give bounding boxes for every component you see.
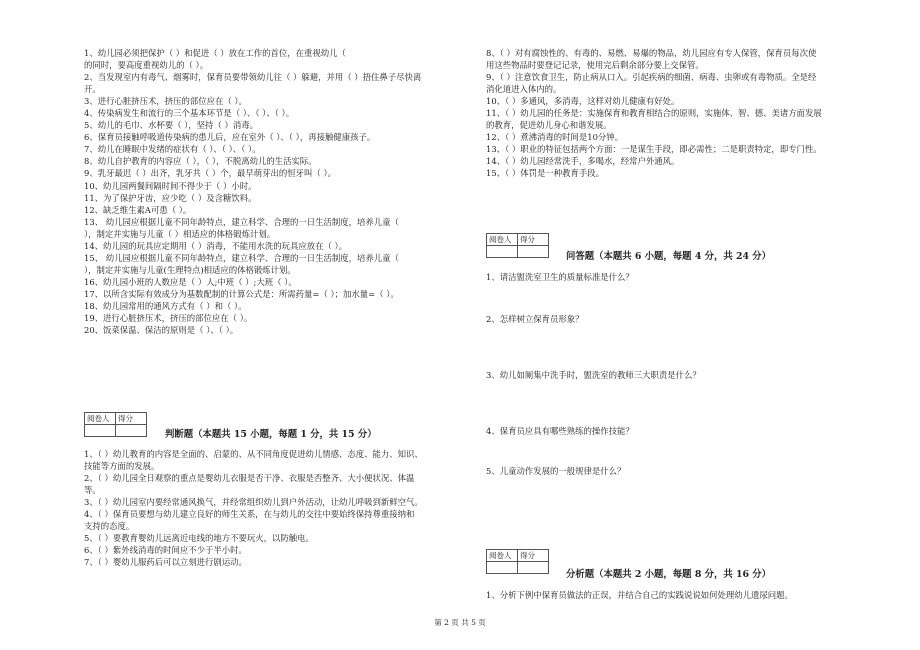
judge-line: 技能等方面的发展。 (84, 461, 160, 472)
reviewer-label: 阅卷人 (85, 413, 116, 425)
fill-blank-line: 9、乳牙最迟（ ）出齐，乳牙共（ ）个，最早萌芽出的恒牙叫（ ）。 (84, 168, 336, 179)
fill-blank-line: ），制定并实施与儿童（ ）相适应的体格锻炼计划。 (84, 228, 276, 239)
judge-line: 7、（ ）婴幼儿服药后可以立刻进行剧运动。 (84, 557, 247, 568)
reviewer-label: 阅卷人 (487, 550, 518, 562)
judge-line: 的教育，促进幼儿身心和谐发展。 (486, 120, 612, 131)
judge-line: 10、（ ）多通风，多消毒，这样对幼儿健康有好处。 (486, 96, 680, 107)
reviewer-cell (487, 562, 518, 574)
judge-section (84, 448, 446, 568)
fill-blank-line: 4、传染病发生和流行的三个基本环节是（ ）、（ ）、（ ）。 (84, 108, 295, 119)
judge-section-title: 判断题（本题共 15 小题，每题 1 分，共 15 分） (165, 429, 377, 440)
qa-question: 1、请洁盥洗室卫生的质量标准是什么？ (486, 272, 634, 282)
score-label: 得分 (116, 413, 147, 425)
qa-question: 4、保育员应具有哪些熟练的操作技能？ (486, 426, 634, 436)
analysis-section-title: 分析题（本题共 2 小题，每题 8 分，共 16 分） (566, 569, 772, 580)
analysis-score-box (486, 549, 549, 574)
fill-blank-line: 5、幼儿的毛巾、水杯要（ ），坚持（ ）消毒。 (84, 120, 258, 131)
fill-blank-section (84, 47, 446, 336)
fill-blank-line: 18、幼儿园常用的通风方式有（ ）和（ ）。 (84, 300, 247, 311)
judge-line: 1、（ ）幼儿教育的内容是全面的、启蒙的、从不同角度促进幼儿情感、态度、能力、知识、 (84, 449, 423, 459)
judge-line: 5、（ ）要教育婴幼儿远离近电线的地方不要玩火，以防触电。 (84, 533, 314, 544)
judge-score-box (84, 412, 147, 437)
reviewer-cell (85, 425, 116, 437)
page-footer: 第 2 页 共 5 页 (434, 618, 486, 627)
fill-blank-line: 20、饭菜保温、保洁的原则是（ ）、（ ）。 (84, 325, 239, 336)
judge-line: 支持的态度。 (84, 521, 135, 532)
qa-question: 2、怎样树立保育员形象？ (486, 314, 584, 324)
qa-score-box (486, 233, 549, 258)
judge-line: 等。 (84, 485, 101, 496)
fill-blank-line: 6、保育员接触呼吸道传染病的患儿后，应在室外（ ）、（ ），再接触健康孩子。 (84, 132, 376, 143)
qa-question: 3、幼儿如厕集中洗手时，盥洗室的教师三大职责是什么？ (486, 370, 701, 380)
fill-blank-line: 19、进行心脏挤压术，挤压的部位应在（ ）。 (84, 313, 253, 324)
judge-line: 2、（ ）幼儿园全日观察的重点是婴幼儿衣服是否干净、衣服是否整齐、大小便状况、体温 (84, 473, 415, 484)
fill-blank-line: 开。 (84, 84, 101, 95)
score-cell (518, 562, 549, 574)
reviewer-cell (487, 246, 518, 258)
score-label: 得分 (518, 550, 549, 562)
fill-blank-line: 7、幼儿在睡眠中发绪的症状有（ ）、（ ）、（ ）。 (84, 144, 261, 155)
fill-blank-line: 10、幼儿园两餐间隔时间不得少于（ ）小时。 (84, 180, 257, 191)
fill-blank-line: 的同时，要高度重视幼儿的（ ）。 (84, 60, 209, 71)
score-cell (518, 246, 549, 258)
score-label: 得分 (518, 234, 549, 246)
fill-blank-line: 8、幼儿自护教育的内容应（ ），（ ），不脱离幼儿的生活实际。 (84, 156, 317, 167)
score-cell (116, 425, 147, 437)
judge-line: 用这些物品时要登记记录，使用完后剩余部分要上交保管。 (486, 60, 704, 71)
fill-blank-line: 12、缺乏维生素A可患（ ）。 (84, 204, 192, 215)
analysis-question: 1、分析下例中保育员做法的正误，并结合自己的实践说说如何处理幼儿遗尿问题。 (486, 590, 793, 600)
judge-line: 15、（ ）体罚是一种教育手段。 (486, 168, 604, 179)
judge-line: 14、（ ）幼儿园经常洗手，多喝水，经常户外通风。 (486, 156, 680, 167)
fill-blank-line: ），制定并实施与儿童(生理特点)相适应的体格锻炼计划。 (84, 264, 296, 275)
fill-blank-line: 3、进行心脏挤压术，挤压的部位应在（ ）。 (84, 96, 247, 107)
judge-line: 13、（ ）职业的特征包括两个方面：一是谋生手段，即必需性；二是职责特定，即专门性。 (486, 144, 822, 155)
fill-blank-line: 11、为了保护牙齿，应少吃（ ）及含糖饮料。 (84, 192, 257, 203)
judge-line: 8、（ ）对有腐蚀性的、有毒的、易燃、易爆的物品，幼儿园应有专人保管，保育员每次使 (486, 48, 817, 58)
judge-line: 9、（ ）注意饮食卫生，防止病从口入。引起疾病的细菌、病毒、虫卵或有毒物质。全是经 (486, 72, 817, 83)
judge-continued-section (486, 47, 836, 180)
fill-blank-line: 14、幼儿园的玩具应定期用（ ）消毒，不能用水洗的玩具应放在（ ）。 (84, 240, 348, 251)
fill-blank-line: 2、当发现室内有毒气、烟雾时，保育员要带领幼儿往（ ）躲避，并用（ ）捂住鼻子尽快离 (84, 72, 422, 83)
judge-line: 6、（ ）紫外线消毒的时间应不少于半小时。 (84, 545, 247, 556)
reviewer-label: 阅卷人 (487, 234, 518, 246)
judge-line: 12、（ ）煮沸消毒的时间是10分钟。 (486, 132, 624, 143)
fill-blank-line: 16、幼儿园小班的人数应是（ ）人;中班（ ）;大班（ ）。 (84, 276, 297, 287)
qa-question: 5、儿童动作发展的一般规律是什么？ (486, 466, 626, 476)
judge-line: 3、（ ）幼儿园室内要经常通风换气，并经常组织幼儿到户外活动，让幼儿呼吸到新鲜空气。 (84, 497, 423, 508)
judge-line: 消化道进入体内的。 (486, 84, 562, 95)
qa-section-title: 问答题（本题共 6 小题，每题 4 分，共 24 分） (566, 251, 772, 262)
fill-blank-line: 13、 幼儿园应根据儿童不同年龄特点，建立科学、合理的一日生活制度，培养儿童（ (84, 216, 399, 227)
fill-blank-line: 17、以所含实际有效成分为基数配制的计算公式是：所需药量=（ ）；加水量=（ ）。 (84, 288, 399, 299)
judge-line: 4、（ ）保育员要想与幼儿建立良好的师生关系，在与幼儿的交往中要始终保持尊重接纳和 (84, 509, 415, 520)
fill-blank-line: 15、 幼儿园应根据儿童不同年龄特点，建立科学、合理的一日生活制度，培养儿童（ (84, 252, 399, 263)
judge-line: 11、（ ）幼儿园的任务是：实施保育和教育相结合的原则，实施体、智、德、美诸方面发展 (486, 108, 822, 119)
fill-blank-line: 1、幼儿园必须把保护（ ）和促进（ ）放在工作的首位，在重视幼儿（ (84, 48, 346, 58)
